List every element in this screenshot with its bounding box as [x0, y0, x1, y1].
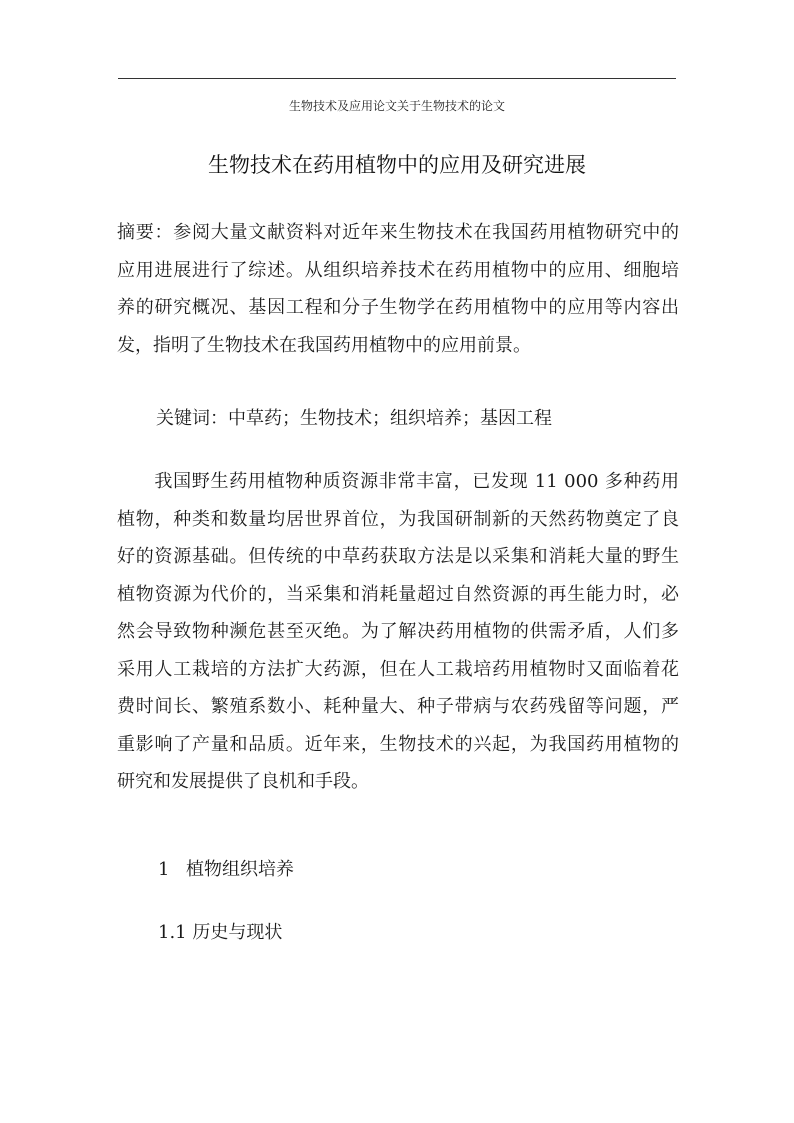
document-title: 生物技术在药用植物中的应用及研究进展 [208, 153, 586, 177]
abstract-line: 发，指明了生物技术在我国药用植物中的应用前景。 [117, 334, 531, 356]
intro-line: 采用人工栽培的方法扩大药源，但在人工栽培药用植物时又面临着花 [117, 658, 679, 680]
intro-line: 植物，种类和数量均居世界首位，为我国研制新的天然药物奠定了良 [117, 508, 679, 530]
intro-line: 重影响了产量和品质。近年来，生物技术的兴起，为我国药用植物的 [117, 733, 679, 755]
intro-line: 好的资源基础。但传统的中草药获取方法是以采集和消耗大量的野生 [117, 546, 679, 567]
abstract-paragraph [117, 214, 679, 364]
intro-line: 我国野生药用植物种质资源非常丰富，已发现 11 000 多种药用 [117, 471, 679, 492]
intro-line: 然会导致物种濒危甚至灭绝。为了解决药用植物的供需矛盾，人们多 [117, 621, 679, 642]
intro-line: 植物资源为代价的，当采集和消耗量超过自然资源的再生能力时，必 [117, 583, 679, 605]
intro-line: 研究和发展提供了良机和手段。 [117, 771, 369, 792]
abstract-line: 摘要：参阅大量文献资料对近年来生物技术在我国药用植物研究中的 [117, 222, 679, 243]
abstract-line: 养的研究概况、基因工程和分子生物学在药用植物中的应用等内容出 [117, 297, 679, 318]
section-heading [158, 851, 294, 889]
intro-line: 费时间长、繁殖系数小、耗种量大、种子带病与农药残留等问题，严 [117, 696, 679, 717]
keywords-line: 关键词：中草药；生物技术；组织培养；基因工程 [156, 408, 552, 429]
abstract-line: 应用进展进行了综述。从组织培养技术在药用植物中的应用、细胞培 [117, 259, 679, 281]
intro-paragraph [117, 463, 679, 801]
header-rule [118, 78, 676, 79]
subsection-heading: 1.1 历史与现状 [158, 922, 283, 943]
running-header: 生物技术及应用论文关于生物技术的论文 [288, 99, 505, 113]
section-title: 植物组织培养 [186, 859, 294, 880]
section-number: 1 [158, 859, 170, 880]
